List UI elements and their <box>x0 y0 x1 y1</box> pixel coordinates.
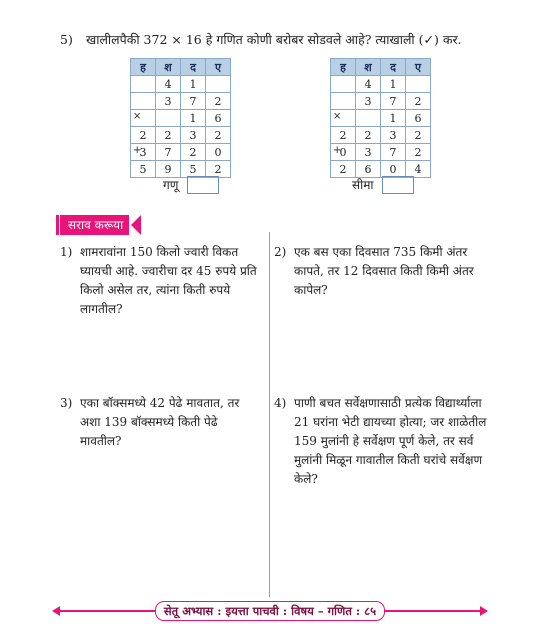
cell: 7 <box>381 144 406 161</box>
problem-2 <box>274 243 490 300</box>
tick-box-ganu[interactable] <box>187 176 219 194</box>
cell: 1 <box>181 76 206 93</box>
cell: 2 <box>406 144 431 161</box>
cell <box>331 93 356 110</box>
cell: 2 <box>131 127 156 144</box>
problem-number: 3) <box>60 396 73 410</box>
plus-sign: + <box>333 145 342 156</box>
right-multiplication <box>330 58 431 178</box>
header-cell: ए <box>406 59 431 76</box>
cell: 2 <box>356 127 381 144</box>
cell: 2 <box>331 161 356 178</box>
cell: 1 <box>381 76 406 93</box>
cell: 4 <box>406 161 431 178</box>
problem-number: 1) <box>60 245 73 259</box>
cell: 1 <box>381 110 406 127</box>
right-multiplication-table <box>330 58 431 178</box>
cell <box>331 110 356 127</box>
header-cell: ह <box>331 59 356 76</box>
cell: 7 <box>381 93 406 110</box>
cell: 6 <box>406 110 431 127</box>
cell: 2 <box>181 144 206 161</box>
cell <box>131 76 156 93</box>
multiply-sign: × <box>333 111 342 122</box>
problem-text: एक बस एका दिवसात 735 किमी अंतर कापते, तर 12 दिवसात किती किमी अंतर कापेल? <box>294 245 474 297</box>
cell: 7 <box>181 93 206 110</box>
question-number: 5) <box>60 32 73 47</box>
problem-number: 4) <box>274 396 287 410</box>
cell <box>206 76 231 93</box>
cell <box>356 110 381 127</box>
cell <box>131 93 156 110</box>
answer-label-seema: सीमा <box>352 178 374 192</box>
cell: 0 <box>206 144 231 161</box>
cell: 3 <box>356 93 381 110</box>
column-divider <box>269 232 270 597</box>
header-cell: श <box>356 59 381 76</box>
question-text: खालीलपैकी 372 × 16 हे गणित कोणी बरोबर सोडवले आहे? त्याखाली (✓) कर. <box>85 32 462 47</box>
problem-text: एका बॉक्समध्ये 42 पेढे मावतात, तर अशा 139 बॉक्समध्ये किती पेढे मावतील? <box>80 396 240 448</box>
cell: 7 <box>156 144 181 161</box>
header-cell: द <box>381 59 406 76</box>
cell: 4 <box>356 76 381 93</box>
cell: 2 <box>331 127 356 144</box>
cell: 2 <box>406 127 431 144</box>
cell: 6 <box>206 110 231 127</box>
cell <box>131 110 156 127</box>
cell-value: 3 <box>139 145 147 159</box>
problem-text: पाणी बचत सर्वेक्षणासाठी प्रत्येक विद्यार्थ्याला 21 घरांना भेटी द्यायच्या होत्या; जर शाळेतील 159 मुलांनी हे सर्वेक्षण पूर्ण केले, तर सर्व मुलांनी मिळून गावातील किती घरांचे सर्वेक्षण केले? <box>294 396 487 486</box>
header-cell: द <box>181 59 206 76</box>
page-footer: सेतू अभ्यास : इयत्ता पाचवी : विषय – गणित : ८५ <box>155 601 385 621</box>
header-cell: श <box>156 59 181 76</box>
cell: 6 <box>356 161 381 178</box>
plus-sign: + <box>133 145 142 156</box>
heading-accent-bar <box>56 215 59 235</box>
problem-text: शामरावांना 150 किलो ज्वारी विकत घ्यायची आहे. ज्वारीचा दर 45 रुपये प्रति किलो असेल तर, त्यांना किती रुपये लागतील? <box>80 245 257 316</box>
cell: 2 <box>206 161 231 178</box>
problem-number: 2) <box>274 245 287 259</box>
left-multiplication-table <box>130 58 231 178</box>
cell <box>331 76 356 93</box>
cell: 2 <box>206 93 231 110</box>
problem-3 <box>60 394 258 451</box>
footer-line-right <box>385 610 480 612</box>
problem-4 <box>274 394 490 489</box>
cell: 2 <box>206 127 231 144</box>
tick-box-seema[interactable] <box>382 176 414 194</box>
cell-value: 0 <box>339 145 347 159</box>
cell <box>131 144 156 161</box>
cell: 3 <box>356 144 381 161</box>
cell: 2 <box>406 93 431 110</box>
right-answer <box>352 174 414 194</box>
heading-arrow-icon <box>131 215 141 235</box>
cell: 2 <box>156 127 181 144</box>
left-answer <box>163 174 219 194</box>
question-5 <box>60 31 462 48</box>
left-multiplication <box>130 58 231 178</box>
cell: 5 <box>131 161 156 178</box>
cell: 3 <box>381 127 406 144</box>
cell: 3 <box>156 93 181 110</box>
cell: 9 <box>156 161 181 178</box>
cell <box>331 144 356 161</box>
multiply-sign: × <box>133 111 142 122</box>
cell: 4 <box>156 76 181 93</box>
footer-line-left <box>60 610 155 612</box>
cell: 0 <box>381 161 406 178</box>
cell: 3 <box>181 127 206 144</box>
footer-arrow-left-icon <box>52 606 60 616</box>
header-cell: ए <box>206 59 231 76</box>
footer-arrow-right-icon <box>480 606 488 616</box>
cell: 1 <box>181 110 206 127</box>
header-cell: ह <box>131 59 156 76</box>
cell: 5 <box>181 161 206 178</box>
cell <box>156 110 181 127</box>
answer-label-ganu: गणू <box>163 178 179 192</box>
cell <box>406 76 431 93</box>
problem-1 <box>60 243 258 319</box>
practice-heading: सराव करूया <box>60 215 129 235</box>
